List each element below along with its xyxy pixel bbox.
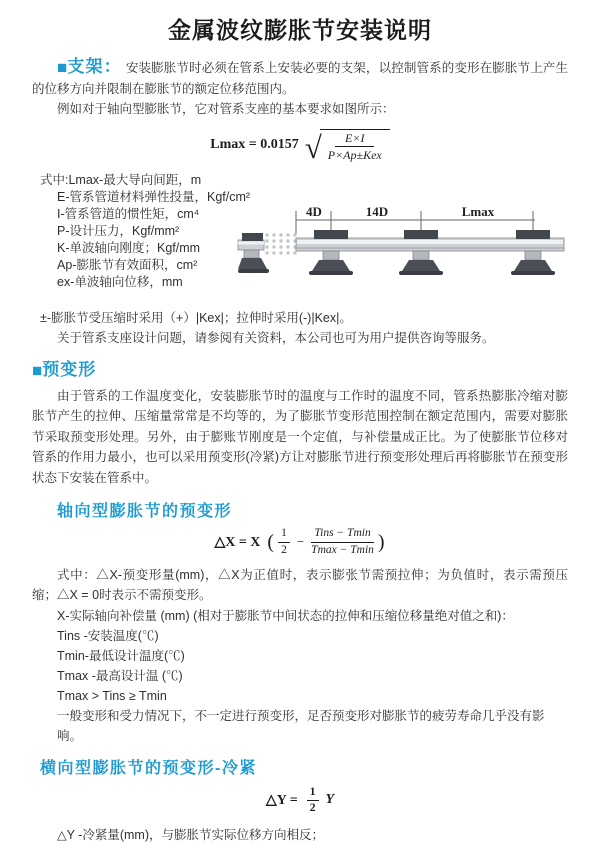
definitions-and-diagram bbox=[32, 172, 568, 308]
half-fraction bbox=[307, 786, 319, 815]
definition-line: P-设计压力，Kgf/mm² bbox=[57, 224, 180, 239]
dimension-label-14d: 14D bbox=[365, 204, 389, 220]
definition-line: K-单波轴向刚度；Kgf/mm bbox=[57, 241, 201, 256]
bellows bbox=[265, 234, 296, 255]
formula-lmax-fraction bbox=[320, 129, 390, 163]
formula-lmax-numerator: E×I bbox=[335, 131, 374, 147]
formula-dy-rhs: Y bbox=[325, 792, 335, 808]
guide-support bbox=[511, 230, 555, 275]
dimension-labels bbox=[306, 204, 495, 219]
formula-delta-y bbox=[32, 786, 568, 815]
predeform-paragraph: 由于管系的工作温度变化，安装膨胀节时的温度与工作时的温度不同，管系热膨胀冷缩对膨胀节产生的拉伸、压缩量常常是不均等的，为了膨胀节变形范围控制在额定范围内，需要对膨胀节采取预变形处理。另外，由于膨账节刚度是一个定值，与补偿量成正比。为了使膨胀节位移对管系的作用力最小，也可以采用预变形(冷紧)方让对膨胀节进行预变形处理后再将膨胀节在预变形状态下安装在管系中。 bbox=[32, 388, 568, 485]
formula-lmax bbox=[32, 129, 568, 166]
sign-note-line: ±-膨胀节受压缩时采用（+）|Kex|；拉伸时采用(-)|Kex|。 bbox=[40, 311, 352, 326]
minus-sign: − bbox=[296, 534, 305, 549]
support-intro-text: 安装膨胀节时必须在管系上安装必要的支架，以控制管系的变形在膨胀节上产生的位移方向并限制在膨胀节的额定位移范围内。 bbox=[32, 61, 568, 96]
definition-line: 式中:Lmax-最大导向间距，m bbox=[40, 173, 202, 188]
page-title: 金属波纹膨胀节安装说明 bbox=[168, 17, 432, 43]
open-paren: ( bbox=[267, 531, 275, 553]
half-fraction bbox=[278, 527, 290, 556]
formula-dx-lhs: △X = X bbox=[214, 534, 261, 550]
guide-support bbox=[309, 230, 353, 275]
formula-lmax-lhs: Lmax = 0.0157 bbox=[210, 137, 299, 153]
formula-lmax-denominator: P×Ap±Kex bbox=[327, 147, 382, 162]
radical-sign: √ bbox=[304, 130, 322, 166]
support-paragraph bbox=[32, 57, 568, 99]
definition-line: E-管系管道材料弹性投量，Kgf/cm² bbox=[57, 190, 251, 205]
pipe bbox=[296, 238, 564, 251]
section-square-icon: ■ bbox=[57, 58, 68, 77]
definition-line: I-管系管道的惯性矩，cm⁴ bbox=[57, 207, 200, 222]
half-denominator: 2 bbox=[281, 543, 287, 556]
lateral-note-line: △Y -冷紧量(mm)，与膨胀节实际位移方向相反； bbox=[57, 828, 325, 843]
dimension-label-lmax: Lmax bbox=[461, 204, 495, 220]
definition-line: Ap-膨胀节有效面积，cm² bbox=[57, 258, 198, 273]
axial-def-line: Tmin-最低设计温度(℃) bbox=[57, 648, 185, 663]
axial-def-line: Tmax -最高设计温 (℃) bbox=[57, 668, 183, 683]
pipe-support-diagram bbox=[238, 198, 600, 280]
temp-denominator: Tmax − Tmin bbox=[311, 543, 374, 556]
anchor-support bbox=[238, 233, 269, 273]
axial-general-line: 一般变形和受力情况下，不一定进行预变形，足否预变形对膨胀节的疲劳寿命几乎没有影响。 bbox=[57, 708, 545, 743]
half-numerator: 1 bbox=[278, 527, 290, 542]
axial-def-line: X-实际轴向补偿量 (mm) (相对于膨胀节中间状态的拉伸和压缩位移量绝对值之和)： bbox=[57, 608, 514, 623]
dimension-label-4d: 4D bbox=[306, 204, 322, 220]
half-numerator: 1 bbox=[307, 786, 319, 801]
support-closing-line: 关于管系支座设计问题，请参阅有关资料，本公司也可为用户提供咨询等服务。 bbox=[57, 331, 495, 346]
lateral-subheading: 横向型膨胀节的预变形-冷紧 bbox=[40, 759, 257, 777]
temp-numerator: Tins − Tmin bbox=[311, 527, 373, 542]
half-denominator: 2 bbox=[309, 801, 316, 814]
predeform-section-label: 预变形 bbox=[42, 360, 97, 380]
axial-subheading: 轴向型膨胀节的预变形 bbox=[57, 503, 233, 521]
definition-line: ex-单波轴向位移，mm bbox=[57, 275, 183, 290]
axial-def-line: Tins -安装温度(℃) bbox=[57, 628, 159, 643]
temperature-fraction bbox=[311, 527, 374, 556]
formula-delta-x bbox=[32, 527, 568, 556]
support-section-label: 支架： bbox=[67, 57, 122, 76]
axial-def-line: Tmax > Tins ≥ Tmin bbox=[57, 688, 167, 703]
axial-note-paragraph: 式中：△X-预变形量(mm)，△X为正值时，表示膨张节需预拉伸；为负值时，表示需预压缩；△X = 0时表示不需预变形。 bbox=[32, 567, 568, 603]
formula-dy-lhs: △Y = bbox=[265, 792, 298, 808]
section-square-icon: ■ bbox=[32, 361, 43, 381]
guide-support bbox=[399, 230, 443, 275]
support-example-line: 例如对于轴向型膨胀节，它对管系支座的基本要求如图所示： bbox=[57, 102, 395, 116]
predeform-section-heading bbox=[32, 360, 568, 382]
close-paren: ) bbox=[377, 531, 385, 553]
